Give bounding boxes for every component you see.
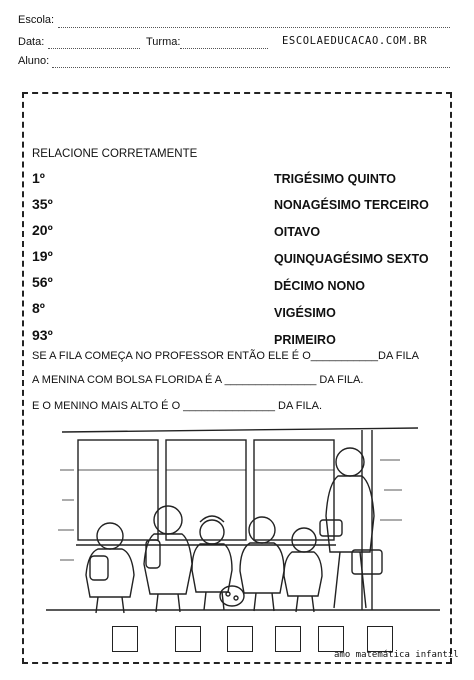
ordinal-word: VIGÉSIMO — [274, 306, 336, 320]
answer-box-6[interactable] — [367, 626, 393, 652]
date-label: Data: — [18, 36, 45, 48]
question-3: E O MENINO MAIS ALTO É O _______________ DA FILA. — [32, 400, 323, 412]
answer-box-4[interactable] — [275, 626, 301, 652]
class-label: Turma: — [146, 36, 181, 48]
ordinal-word: TRIGÉSIMO QUINTO — [274, 172, 396, 186]
ordinal-item: 8º — [32, 300, 45, 316]
ordinal-item: 19º — [32, 248, 53, 264]
ordinal-word: PRIMEIRO — [274, 333, 336, 347]
answer-box-3[interactable] — [227, 626, 253, 652]
ordinal-item: 35º — [32, 196, 53, 212]
credit-text: amo matemática infantil — [334, 650, 459, 660]
answer-box-1[interactable] — [112, 626, 138, 652]
ordinal-word: DÉCIMO NONO — [274, 279, 365, 293]
student-label: Aluno: — [18, 55, 50, 67]
answer-box-5[interactable] — [318, 626, 344, 652]
site-url: ESCOLAEDUCACAO.COM.BR — [282, 35, 428, 47]
ordinal-word: OITAVO — [274, 225, 321, 239]
question-2: A MENINA COM BOLSA FLORIDA É A _______________ DA FILA. — [32, 374, 364, 386]
ordinal-item: 20º — [32, 222, 53, 238]
ordinal-word: QUINQUAGÉSIMO SEXTO — [274, 252, 429, 266]
ordinal-item: 93º — [32, 327, 53, 343]
school-label: Escola: — [18, 14, 55, 26]
answer-box-2[interactable] — [175, 626, 201, 652]
question-1: SE A FILA COMEÇA NO PROFESSOR ENTÃO ELE É O___________DA FILA — [32, 350, 419, 362]
ordinal-item: 56º — [32, 274, 53, 290]
ordinal-word: NONAGÉSIMO TERCEIRO — [274, 198, 429, 212]
instruction: RELACIONE CORRETAMENTE — [32, 148, 198, 160]
ordinal-item: 1º — [32, 170, 45, 186]
